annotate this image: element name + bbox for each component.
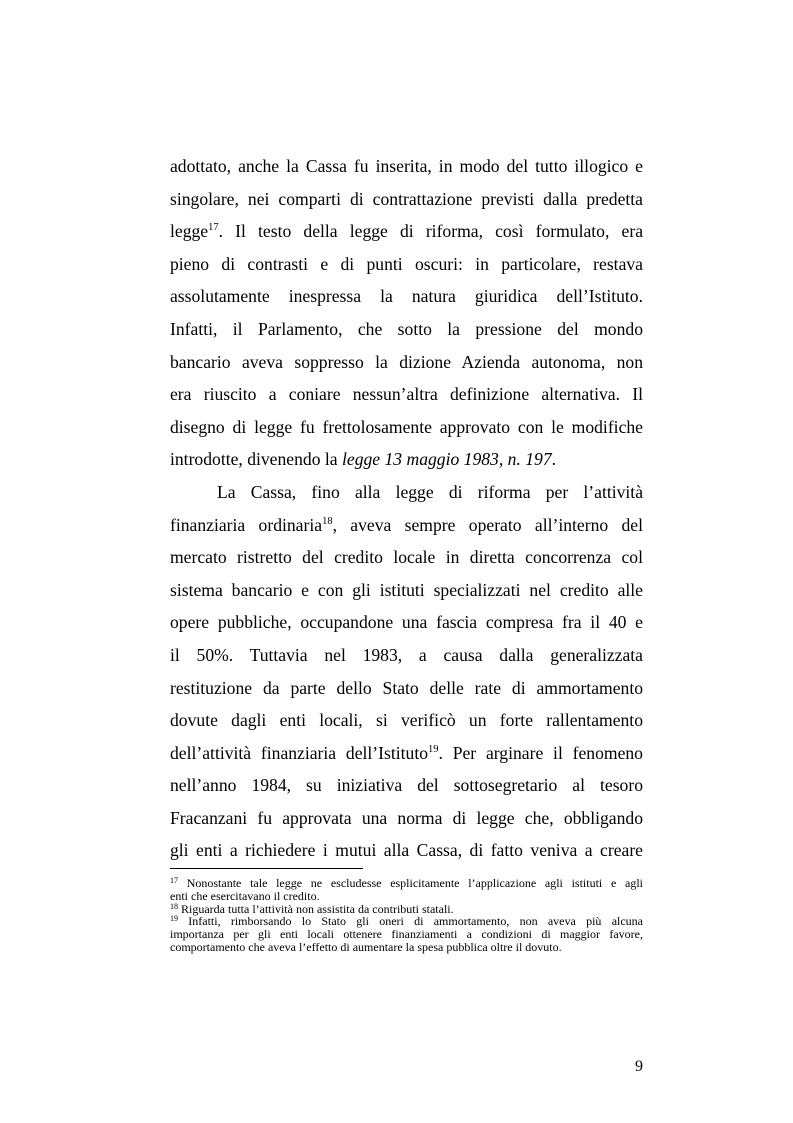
footnote-19-cont: importanza per gli enti locali ottenere finanziamenti a condizioni di maggior favore, bbox=[170, 927, 643, 942]
footnote-ref-19[interactable]: 19 bbox=[428, 743, 439, 755]
body-text-run: dell’attività finanziaria dell’Istituto bbox=[170, 742, 428, 763]
body-line bbox=[170, 215, 643, 248]
body-text-run: legge bbox=[170, 221, 209, 242]
page-number: 9 bbox=[635, 1058, 643, 1075]
body-line: adottato, anche la Cassa fu inserita, in modo del tutto illogico e bbox=[170, 156, 643, 176]
body-text bbox=[170, 150, 643, 867]
body-line: era riuscito a coniare nessun’altra definizione alternativa. Il bbox=[170, 384, 643, 405]
law-citation: legge 13 maggio 1983, n. 197 bbox=[342, 449, 552, 470]
body-line: pieno di contrasti e di punti oscuri: in particolare, restava bbox=[170, 253, 643, 274]
footnote-number: 17 bbox=[170, 876, 178, 885]
body-line bbox=[170, 509, 643, 542]
body-line: disegno di legge fu frettolosamente approvato con le modifiche bbox=[170, 416, 643, 437]
footnote-text: Infatti, rimborsando lo Stato gli oneri di ammortamento, non aveva più alcuna bbox=[178, 914, 643, 929]
body-line: dovute dagli enti locali, si verificò un forte rallentamento bbox=[170, 710, 643, 731]
paragraph-first-line: La Cassa, fino alla legge di riforma per l’attività bbox=[217, 481, 643, 502]
body-line: Infatti, il Parlamento, che sotto la pressione del mondo bbox=[170, 318, 643, 339]
footnotes bbox=[170, 877, 643, 954]
body-line: gli enti a richiedere i mutui alla Cassa, di fatto veniva a creare bbox=[170, 840, 643, 861]
body-line bbox=[170, 443, 643, 476]
footnote-text: Nonostante tale legge ne escludesse esplicitamente l’applicazione agli istituti e agli bbox=[178, 876, 643, 890]
body-line: assolutamente inespressa la natura giuridica dell’Istituto. bbox=[170, 286, 643, 307]
body-line: mercato ristretto del credito locale in diretta concorrenza col bbox=[170, 547, 643, 568]
body-line: Fracanzani fu approvata una norma di legge che, obbligando bbox=[170, 807, 643, 828]
body-line: singolare, nei comparti di contrattazione previsti dalla predetta bbox=[170, 188, 643, 209]
footnote-17-cont: enti che esercitavano il credito. bbox=[170, 888, 320, 903]
body-line: bancario aveva soppresso la dizione Azienda autonoma, non bbox=[170, 351, 643, 372]
body-line: restituzione da parte dello Stato delle rate di ammortamento bbox=[170, 677, 643, 698]
footnote-number: 18 bbox=[170, 901, 178, 911]
body-line bbox=[170, 737, 643, 770]
footnote-17 bbox=[170, 877, 643, 890]
footnote-separator bbox=[170, 868, 363, 869]
body-line: opere pubbliche, occupandone una fascia compresa fra il 40 e bbox=[170, 612, 643, 633]
footnote-number: 19 bbox=[170, 914, 178, 924]
footnote-text: Riguarda tutta l’attività non assistita da contributi statali. bbox=[178, 901, 454, 916]
body-text-run: . Il testo della legge di riforma, così formulato, era bbox=[218, 221, 643, 242]
body-text-run: . bbox=[551, 449, 557, 470]
footnote-19-cont: comportamento che aveva l’effetto di aumentare la spesa pubblica oltre il dovuto. bbox=[170, 939, 562, 954]
body-line: sistema bancario e con gli istituti specializzati nel credito alle bbox=[170, 579, 643, 600]
body-text-run: finanziaria ordinaria bbox=[170, 514, 323, 535]
footnote-ref-18[interactable]: 18 bbox=[322, 515, 333, 527]
body-text-run: . Per arginare il fenomeno bbox=[438, 742, 643, 763]
body-text-run: introdotte, divenendo la bbox=[170, 449, 342, 470]
body-line: il 50%. Tuttavia nel 1983, a causa dalla generalizzata bbox=[170, 644, 643, 665]
body-line: nell’anno 1984, su iniziativa del sottosegretario al tesoro bbox=[170, 775, 643, 796]
body-text-run: , aveva sempre operato all’interno del bbox=[332, 514, 643, 535]
footnote-ref-17[interactable]: 17 bbox=[208, 222, 219, 234]
